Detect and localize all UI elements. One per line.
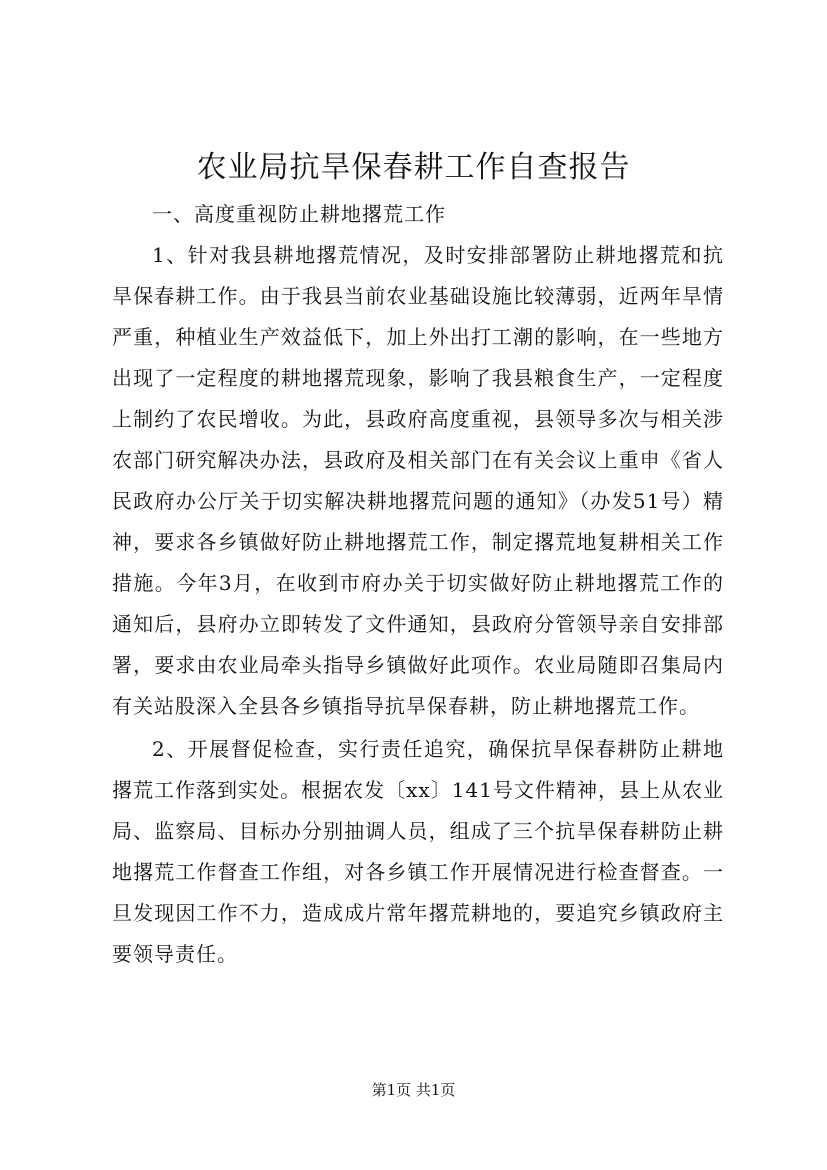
document-body	[112, 194, 724, 975]
paragraph-2	[112, 729, 724, 975]
paragraph-1-text: 1、针对我县耕地撂荒情况，及时安排部署防止耕地撂荒和抗旱保春耕工作。由于我县当前农业基础设施比较薄弱，近两年旱情严重，种植业生产效益低下，加上外出打工潮的影响，在一些地方出现了一定程度的耕地撂荒现象，影响了我县粮食生产，一定程度上制约了农民增收。为此，县政府高度重视，县领导多次与相关涉农部门研究解决办法，县政府及相关部门在有关会议上重申《省人民政府办公厅关于切实解决耕地撂荒问题的通知》（办发51号）精神，要求各乡镇做好防止耕地撂荒工作，制定撂荒地复耕相关工作措施。今年3月，在收到市府办关于切实做好防止耕地撂荒工作的通知后，县府办立即转发了文件通知，县政府分管领导亲自安排部署，要求由农业局牵头指导乡镇做好此项作。农业局随即召集局内有关站股深入全县各乡镇指导抗旱保春耕，防止耕地撂荒工作。	[112, 243, 724, 718]
paragraph-2-text: 2、开展督促检查，实行责任追究，确保抗旱保春耕防止耕地撂荒工作落到实处。根据农发〔xx〕141号文件精神，县上从农业局、监察局、目标办分别抽调人员，组成了三个抗旱保春耕防止耕地撂荒工作督查工作组，对各乡镇工作开展情况进行检查督查。一旦发现因工作不力，造成成片常年撂荒耕地的，要追究乡镇政府主要领导责任。	[112, 737, 724, 966]
section-heading: 一、高度重视防止耕地撂荒工作	[152, 202, 446, 226]
page-footer: 第1页 共1页	[371, 1081, 456, 1099]
paragraph-1	[112, 235, 724, 727]
document-title: 农业局抗旱保春耕工作自查报告	[196, 150, 631, 185]
